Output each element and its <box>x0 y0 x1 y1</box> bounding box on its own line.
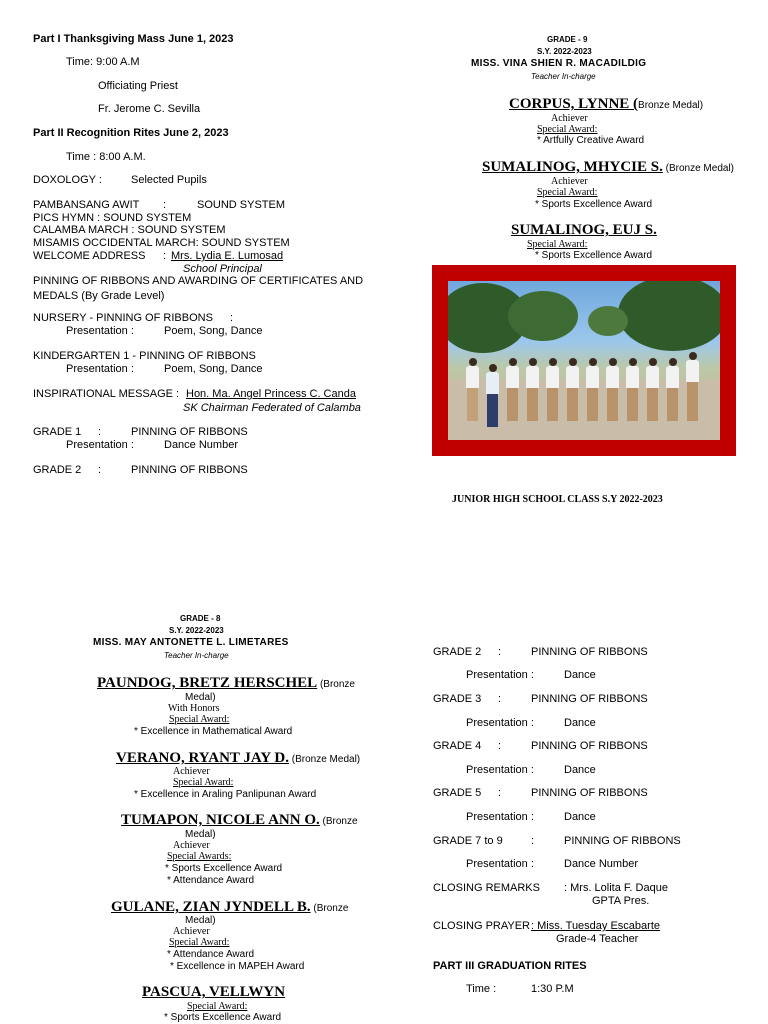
p2-grade2-colon: : <box>498 646 502 658</box>
grade1-presentation: Dance Number <box>164 439 238 451</box>
welcome-colon: : <box>163 250 167 262</box>
grade1-presentation-label: Presentation : <box>66 439 134 451</box>
grade9-s3-award: * Sports Excellence Award <box>535 250 653 261</box>
grade1-label: GRADE 1 <box>33 426 82 438</box>
part3-title: PART III GRADUATION RITES <box>433 960 587 972</box>
grade8-s5-award: * Sports Excellence Award <box>164 1012 282 1023</box>
p2-grade2-pinning: PINNING OF RIBBONS <box>531 646 648 658</box>
misamis-march: MISAMIS OCCIDENTAL MARCH: SOUND SYSTEM <box>33 237 290 249</box>
grade8-s3-status: Achiever <box>173 840 210 851</box>
inspirational-name: Hon. Ma. Angel Princess C. Canda <box>186 388 356 400</box>
student-name: GULANE, ZIAN JYNDELL B. <box>111 899 311 915</box>
grade8-s2-status: Achiever <box>173 766 210 777</box>
grade9-s1-award: * Artfully Creative Award <box>537 135 645 146</box>
grade9-s2-award: * Sports Excellence Award <box>535 199 653 210</box>
calamba-march: CALAMBA MARCH : SOUND SYSTEM <box>33 224 226 236</box>
officiating-priest-label: Officiating Priest <box>98 80 178 92</box>
doxology-value: Selected Pupils <box>131 174 207 186</box>
p2-grade7-9-presentation: Dance Number <box>564 858 638 870</box>
mass-time: Time: 9:00 A.M <box>66 56 140 68</box>
grade9-s3-special-label: Special Award: <box>527 239 588 250</box>
p2-grade7-9-presentation-label: Presentation : <box>466 858 534 870</box>
grade2-label: GRADE 2 <box>33 464 82 476</box>
closing-remarks-title: GPTA Pres. <box>592 895 650 907</box>
grade8-s3-award-2: * Attendance Award <box>167 875 255 886</box>
pambansang-colon: : <box>163 199 167 211</box>
grade8-s4-award-1: * Attendance Award <box>167 949 255 960</box>
kinder-presentation-label: Presentation : <box>66 363 134 375</box>
medal-note: (Bronze <box>319 816 358 827</box>
grade8-s3-special-label: Special Awards: <box>167 851 232 862</box>
p2-grade7-9-pinning: PINNING OF RIBBONS <box>564 835 681 847</box>
nursery-line: NURSERY - PINNING OF RIBBONS <box>33 312 213 324</box>
grade1-colon: : <box>98 426 102 438</box>
grade8-student-5: PASCUA, VELLWYN <box>142 984 286 1000</box>
inspirational-title: SK Chairman Federated of Calamba <box>183 402 361 414</box>
student-name: CORPUS, LYNNE ( <box>509 96 639 112</box>
welcome-label: WELCOME ADDRESS <box>33 250 146 262</box>
medal-note: (Bronze <box>317 679 355 690</box>
grade9-student-1 <box>509 96 703 112</box>
nursery-colon: : <box>230 312 234 324</box>
class-photo <box>448 281 720 440</box>
grade9-s1-special-label: Special Award: <box>537 124 598 135</box>
part2-title: Part II Recognition Rites June 2, 2023 <box>33 127 229 139</box>
closing-remarks-label: CLOSING REMARKS <box>433 882 540 894</box>
grade8-s1-special-label: Special Award: <box>169 714 230 725</box>
class-photo-caption: JUNIOR HIGH SCHOOL CLASS S.Y 2022-2023 <box>452 494 663 505</box>
grade9-sy: S.Y. 2022-2023 <box>537 47 592 56</box>
rites-time: Time : 8:00 A.M. <box>66 151 146 163</box>
p2-grade4-pinning: PINNING OF RIBBONS <box>531 740 648 752</box>
pics-hymn: PICS HYMN : SOUND SYSTEM <box>33 212 192 224</box>
closing-prayer-title: Grade-4 Teacher <box>556 933 639 945</box>
grade8-student-2 <box>116 750 360 766</box>
grade2-pinning: PINNING OF RIBBONS <box>131 464 248 476</box>
grade8-s1-medal-cont: Medal) <box>185 692 216 703</box>
p2-grade4-colon: : <box>498 740 502 752</box>
grade8-s2-special-label: Special Award: <box>173 777 234 788</box>
welcome-name: Mrs. Lydia E. Lumosad <box>171 250 284 262</box>
doxology-label: DOXOLOGY : <box>33 174 102 186</box>
grade8-s4-special-label: Special Award: <box>169 937 230 948</box>
grade8-s2-award: * Excellence in Araling Panlipunan Award <box>134 789 317 800</box>
grade8-s1-status: With Honors <box>168 703 220 714</box>
kinder-presentation: Poem, Song, Dance <box>164 363 263 375</box>
pambansang-value: SOUND SYSTEM <box>197 199 286 211</box>
p2-grade3-presentation: Dance <box>564 717 596 729</box>
nursery-presentation: Poem, Song, Dance <box>164 325 263 337</box>
grade8-student-1 <box>97 675 355 691</box>
p2-grade3-pinning: PINNING OF RIBBONS <box>531 693 648 705</box>
grade1-pinning: PINNING OF RIBBONS <box>131 426 248 438</box>
grade8-teacher: MISS. MAY ANTONETTE L. LIMETARES <box>93 637 289 648</box>
medal-note: (Bronze <box>310 903 349 914</box>
student-name: SUMALINOG, MHYCIE S. <box>482 159 663 175</box>
officiating-priest-name: Fr. Jerome C. Sevilla <box>98 103 201 115</box>
grade8-s3-award-1: * Sports Excellence Award <box>165 863 283 874</box>
grade8-s4-award-2: * Excellence in MAPEH Award <box>170 961 305 972</box>
inspirational-label: INSPIRATIONAL MESSAGE : <box>33 388 180 400</box>
p2-grade5-presentation: Dance <box>564 811 596 823</box>
grade8-student-4 <box>111 899 348 915</box>
part3-time-label: Time : <box>466 983 497 995</box>
p2-grade5-presentation-label: Presentation : <box>466 811 534 823</box>
grade8-s3-medal-cont: Medal) <box>185 829 216 840</box>
grade8-s4-status: Achiever <box>173 926 210 937</box>
part3-time-value: 1:30 P.M <box>531 983 574 995</box>
medal-note: (Bronze Medal) <box>288 754 361 765</box>
p2-grade7-9-label: GRADE 7 to 9 <box>433 835 503 847</box>
p2-grade5-pinning: PINNING OF RIBBONS <box>531 787 648 799</box>
grade9-teacher-role: Teacher In-charge <box>531 72 596 81</box>
grade8-teacher-role: Teacher In-charge <box>164 651 229 660</box>
p2-grade2-presentation-label: Presentation : <box>466 669 534 681</box>
student-name: VERANO, RYANT JAY D. <box>116 750 289 766</box>
grade8-s5-special-label: Special Award: <box>187 1001 248 1012</box>
p2-grade5-colon: : <box>498 787 502 799</box>
grade9-header: GRADE - 9 <box>547 35 588 44</box>
grade9-s1-status: Achiever <box>551 113 588 124</box>
grade8-s4-medal-cont: Medal) <box>185 915 216 926</box>
p2-grade2-label: GRADE 2 <box>433 646 482 658</box>
grade8-header: GRADE - 8 <box>180 614 221 623</box>
grade8-s1-award: * Excellence in Mathematical Award <box>134 726 293 737</box>
closing-prayer-name: : Miss. Tuesday Escabarte <box>531 920 660 932</box>
grade9-teacher: MISS. VINA SHIEN R. MACADILDIG <box>471 58 647 69</box>
grade9-student-2 <box>482 159 734 175</box>
grade9-s2-status: Achiever <box>551 176 588 187</box>
student-name: PAUNDOG, BRETZ HERSCHEL <box>97 675 318 691</box>
grade9-student-3: SUMALINOG, EUJ S. <box>511 222 657 238</box>
p2-grade5-label: GRADE 5 <box>433 787 482 799</box>
medal-note: Bronze Medal) <box>638 100 704 111</box>
class-photo-frame <box>432 265 736 456</box>
nursery-presentation-label: Presentation : <box>66 325 134 337</box>
grade2-colon: : <box>98 464 102 476</box>
welcome-title: School Principal <box>183 263 262 275</box>
grade9-s2-special-label: Special Award: <box>537 187 598 198</box>
p2-grade4-presentation-label: Presentation : <box>466 764 534 776</box>
closing-remarks-name: : Mrs. Lolita F. Daque <box>564 882 668 894</box>
part1-title: Part I Thanksgiving Mass June 1, 2023 <box>33 33 234 45</box>
medal-note: (Bronze Medal) <box>662 163 734 174</box>
pambansang-label: PAMBANSANG AWIT <box>33 199 140 211</box>
p2-grade3-colon: : <box>498 693 502 705</box>
p2-grade2-presentation: Dance <box>564 669 596 681</box>
p2-grade7-9-colon: : <box>531 835 535 847</box>
p2-grade3-label: GRADE 3 <box>433 693 482 705</box>
kinder-line: KINDERGARTEN 1 - PINNING OF RIBBONS <box>33 350 256 362</box>
pinning-line-2: MEDALS (By Grade Level) <box>33 290 165 302</box>
grade8-sy: S.Y. 2022-2023 <box>169 626 224 635</box>
pinning-line-1: PINNING OF RIBBONS AND AWARDING OF CERTIFICATES AND <box>33 275 364 287</box>
p2-grade4-presentation: Dance <box>564 764 596 776</box>
closing-prayer-label: CLOSING PRAYER <box>433 920 530 932</box>
p2-grade4-label: GRADE 4 <box>433 740 482 752</box>
p2-grade3-presentation-label: Presentation : <box>466 717 534 729</box>
grade8-student-3 <box>121 812 358 828</box>
student-name: TUMAPON, NICOLE ANN O. <box>121 812 320 828</box>
